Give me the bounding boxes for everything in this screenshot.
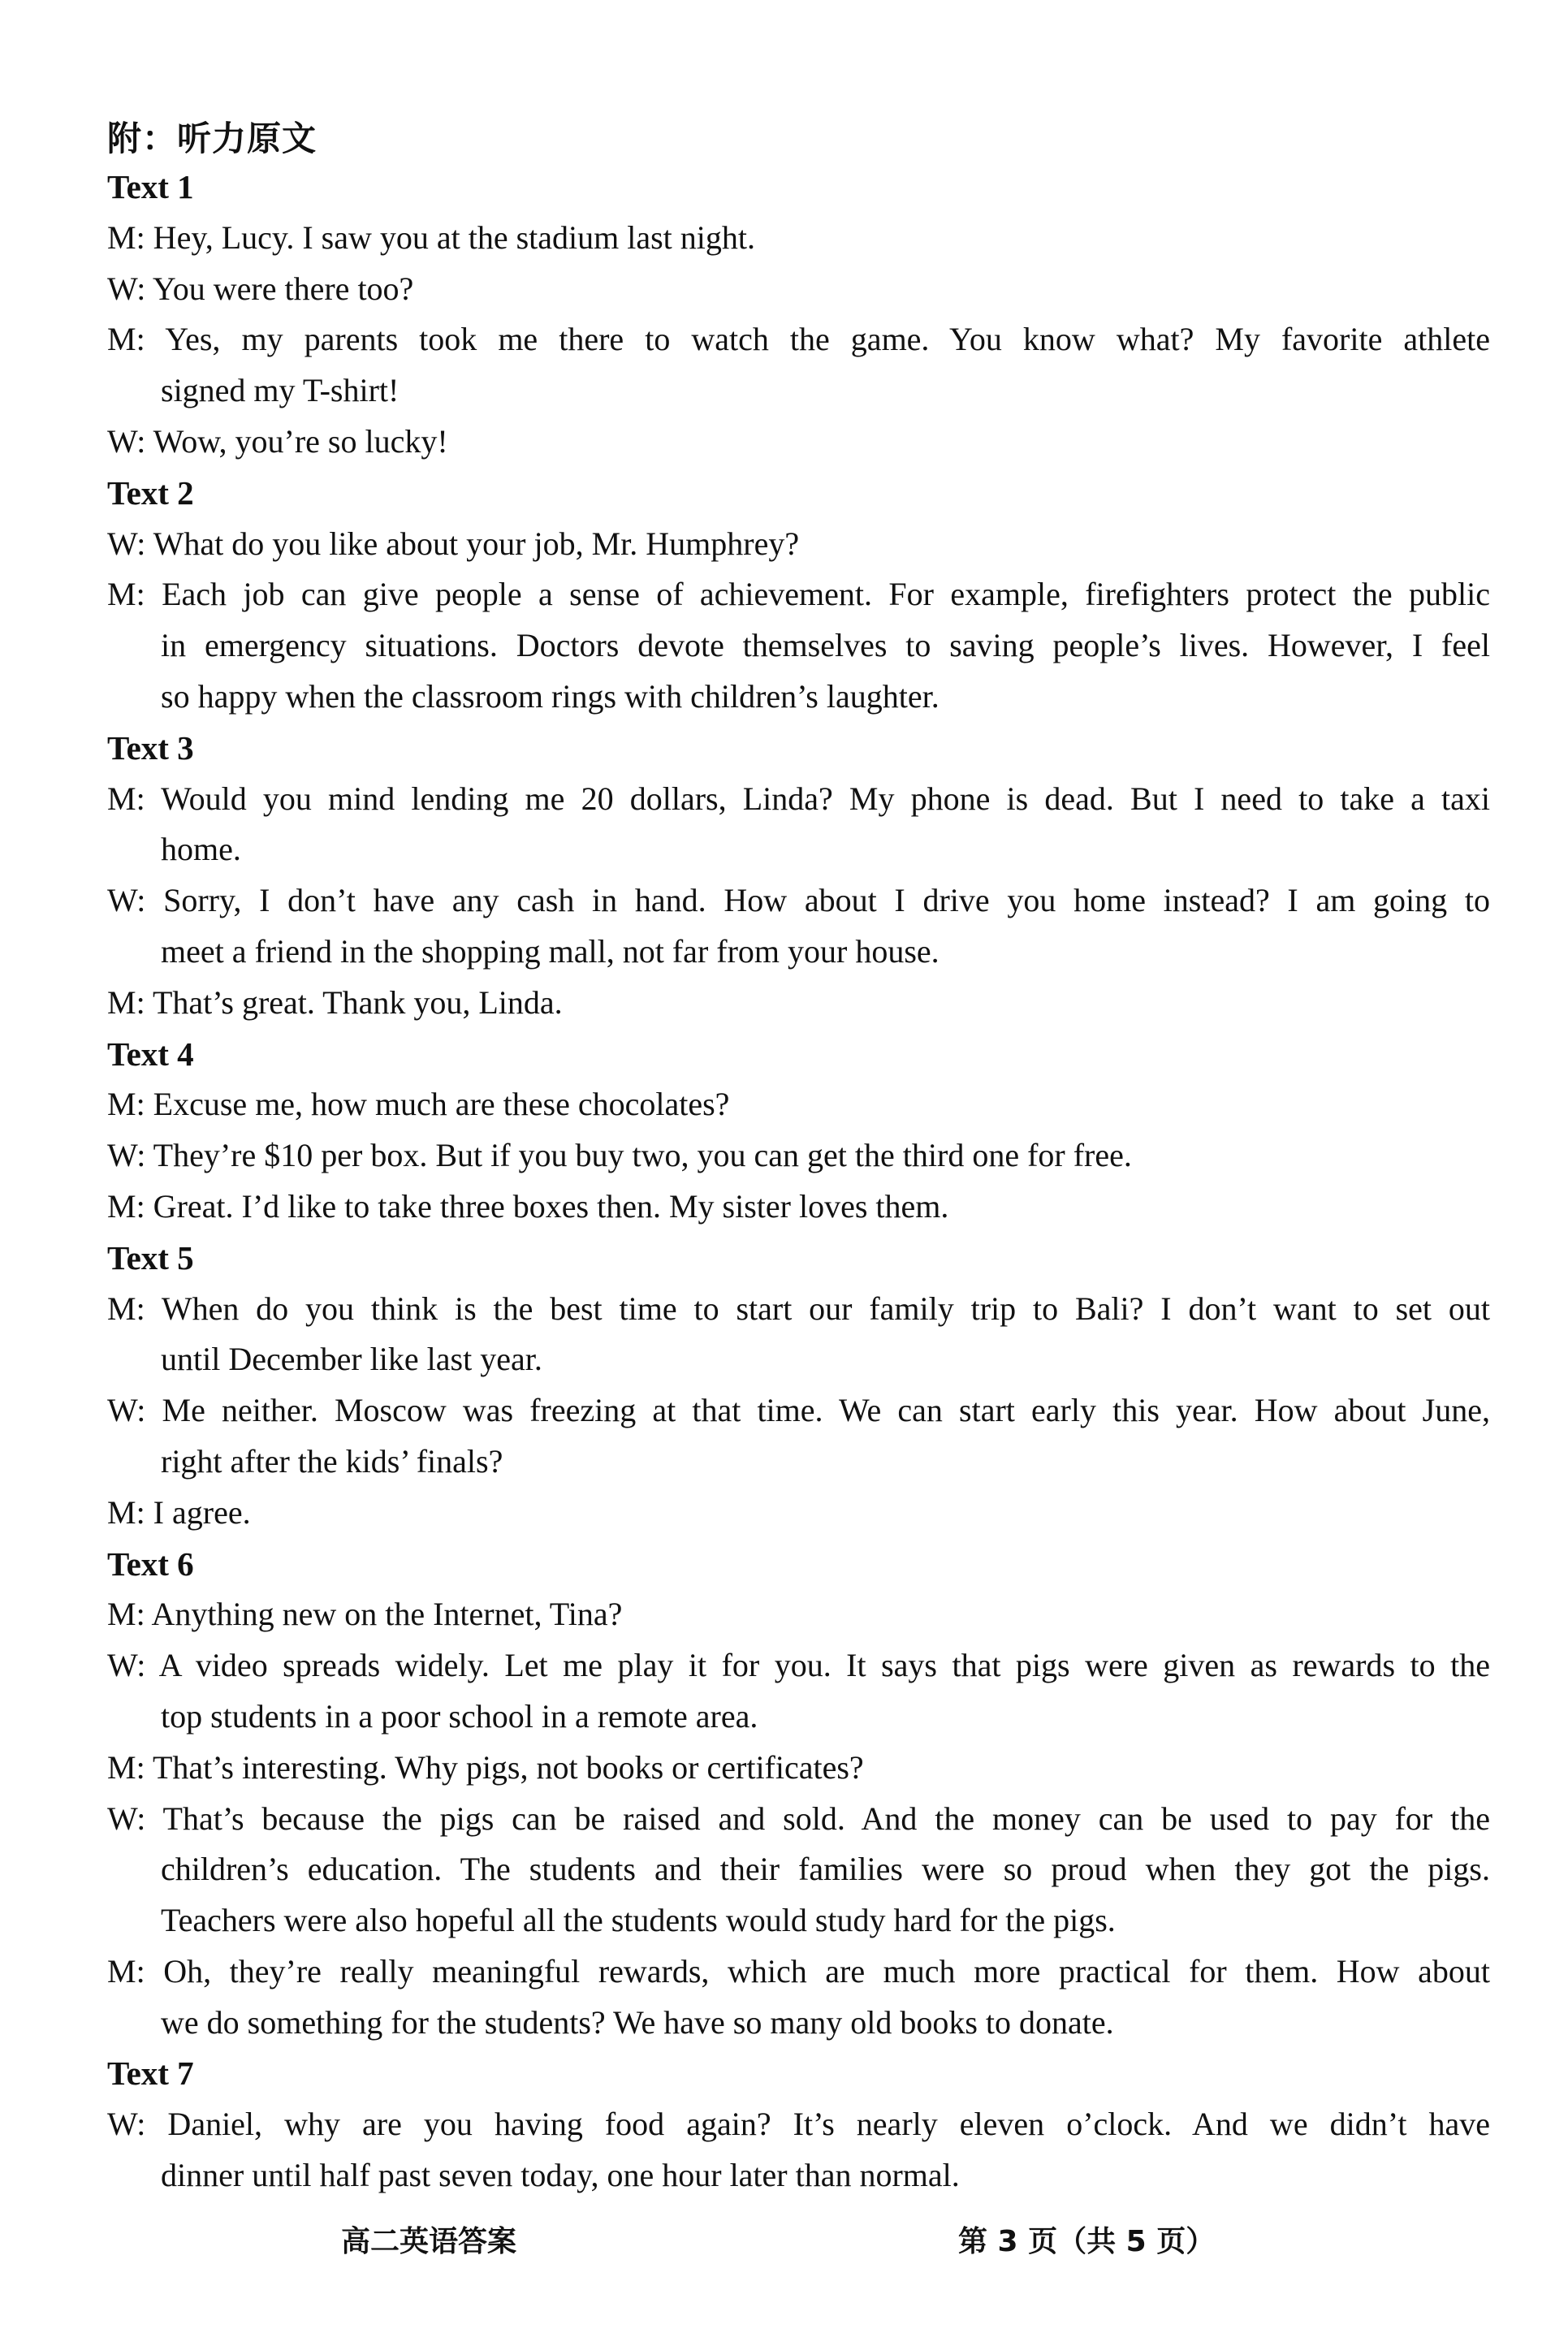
transcript-content (107, 162, 1490, 2201)
dialogue-line: W: That’s because the pigs can be raised and sold. And the money can be used to pay for the (107, 1799, 1490, 1837)
dialogue-line: children’s education. The students and their families were so proud when they got the pigs. (161, 1851, 1490, 1888)
dialogue-line: W: Sorry, I don’t have any cash in hand. How about I drive you home instead? I am going to (107, 882, 1490, 919)
dialogue-line: right after the kids’ finals? (161, 1442, 503, 1480)
section-heading: Text 5 (107, 1238, 194, 1277)
dialogue-line: W: A video spreads widely. Let me play it for you. It says that pigs were given as rewards to the (107, 1647, 1490, 1684)
section-heading: Text 2 (107, 473, 194, 512)
dialogue-line: M: I agree. (107, 1493, 251, 1531)
dialogue-line: Teachers were also hopeful all the students would study hard for the pigs. (161, 1902, 1116, 1939)
dialogue-line: M: That’s interesting. Why pigs, not books or certificates? (107, 1748, 864, 1786)
dialogue-line: M: That’s great. Thank you, Linda. (107, 983, 563, 1021)
footer-subject: 高二英语答案 (341, 2225, 517, 2258)
dialogue-line: M: Excuse me, how much are these chocolates? (107, 1086, 730, 1123)
dialogue-line: M: Great. I’d like to take three boxes then. My sister loves them. (107, 1187, 949, 1225)
footer-page-number: 第 3 页（共 5 页） (958, 2225, 1216, 2258)
dialogue-line: M: Hey, Lucy. I saw you at the stadium last night. (107, 218, 756, 256)
dialogue-line: W: Me neither. Moscow was freezing at that time. We can start early this year. How about June, (107, 1392, 1490, 1429)
dialogue-line: dinner until half past seven today, one hour later than normal. (161, 2157, 960, 2194)
dialogue-line: M: When do you think is the best time to start our family trip to Bali? I don’t want to set out (107, 1290, 1490, 1327)
dialogue-line: M: Yes, my parents took me there to watch the game. You know what? My favorite athlete (107, 321, 1490, 358)
dialogue-line: meet a friend in the shopping mall, not far from your house. (161, 932, 940, 970)
dialogue-line: W: They’re $10 per box. But if you buy two, you can get the third one for free. (107, 1137, 1132, 1174)
dialogue-line: M: Anything new on the Internet, Tina? (107, 1596, 623, 1633)
section-heading: Text 7 (107, 2054, 194, 2093)
dialogue-line: M: Would you mind lending me 20 dollars, Linda? My phone is dead. But I need to take a taxi (107, 780, 1490, 817)
dialogue-line: we do something for the students? We have so many old books to donate. (161, 2003, 1114, 2041)
page-title: 附：听力原文 (107, 119, 317, 158)
dialogue-line: so happy when the classroom rings with children’s laughter. (161, 677, 940, 715)
dialogue-line: M: Oh, they’re really meaningful rewards, which are much more practical for them. How about (107, 1952, 1490, 1990)
dialogue-line: W: Wow, you’re so lucky! (107, 422, 448, 460)
section-heading: Text 3 (107, 728, 194, 767)
dialogue-line: signed my T-shirt! (161, 372, 400, 409)
dialogue-line: W: Daniel, why are you having food again? It’s nearly eleven o’clock. And we didn’t have (107, 2106, 1490, 2143)
section-heading: Text 4 (107, 1035, 194, 1073)
dialogue-line: home. (161, 831, 241, 868)
dialogue-line: W: You were there too? (107, 270, 414, 307)
dialogue-line: W: What do you like about your job, Mr. Humphrey? (107, 525, 800, 562)
dialogue-line: M: Each job can give people a sense of achievement. For example, firefighters protect the public (107, 576, 1490, 613)
section-heading: Text 6 (107, 1545, 194, 1583)
section-heading: Text 1 (107, 168, 194, 205)
dialogue-line: top students in a poor school in a remote area. (161, 1697, 758, 1735)
dialogue-line: in emergency situations. Doctors devote themselves to saving people’s lives. However, I feel (161, 627, 1490, 664)
dialogue-line: until December like last year. (161, 1341, 542, 1378)
